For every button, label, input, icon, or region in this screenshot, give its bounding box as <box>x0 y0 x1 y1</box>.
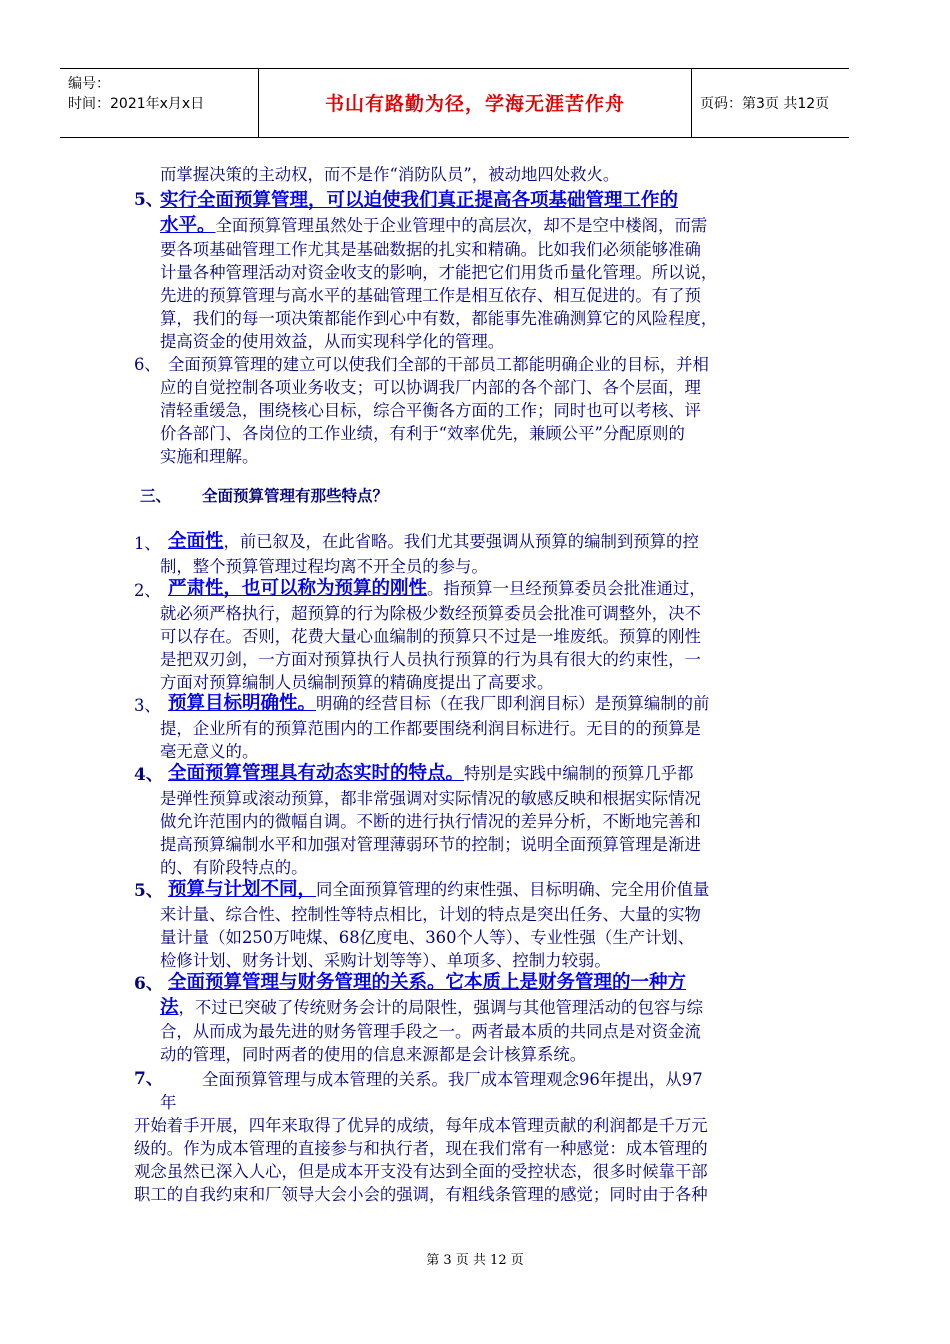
item-number: 3、 <box>134 696 161 715</box>
body-line <box>168 530 699 553</box>
body-line: 的、有阶段特点的。 <box>160 858 308 877</box>
body-line: 先进的预算管理与高水平的基础管理工作是相互依存、相互促进的。有了预 <box>160 286 701 305</box>
body-line: 实施和理解。 <box>160 447 259 466</box>
body-line: 是弹性预算或滚动预算，都非常强调对实际情况的敏感反映和根据实际情况 <box>160 789 701 808</box>
body-line: 可以存在。否则，花费大量心血编制的预算只不过是一堆废纸。预算的刚性 <box>160 627 701 646</box>
item-number: 5、 <box>134 190 163 210</box>
item-text: 全面预算管理虽然处于企业管理中的高层次，却不是空中楼阁，而需 <box>215 216 708 235</box>
header-page-cell <box>692 69 849 137</box>
header-page-label: 页码：第3页 共12页 <box>700 96 830 112</box>
body-line: 方面对预算编制人员编制预算的精确度提出了高要求。 <box>160 673 554 692</box>
item-text: 。指预算一旦经预算委员会批准通过， <box>427 579 706 598</box>
body-line: 提高资金的使用效益，从而实现科学化的管理。 <box>160 332 505 351</box>
body-line: 提，企业所有的预算范围内的工作都要围绕利润目标进行。无目的的预算是 <box>160 719 701 738</box>
body-line <box>168 692 709 715</box>
item-number: 6、 <box>134 355 161 374</box>
body-line <box>160 214 707 237</box>
item-text: 明确的经营目标（在我厂即利润目标）是预算编制的前 <box>316 694 710 713</box>
body-line: 职工的自我约束和厂领导大会小会的强调，有粗线条管理的感觉；同时由于各种 <box>134 1185 708 1204</box>
body-line <box>168 971 686 994</box>
section-title: 全面预算管理有那些特点？ <box>202 486 389 505</box>
body-line: 年 <box>160 1093 177 1112</box>
body-line: 要各项基础管理工作尤其是基础数据的扎实和精确。比如我们必须能够准确 <box>160 240 701 259</box>
body-line: 计量各种管理活动对资金收支的影响，才能把它们用货币量化管理。所以说， <box>160 263 718 282</box>
body-line: 价各部门、各岗位的工作业绩，有利于“效率优先，兼顾公平”分配原则的 <box>160 424 685 443</box>
doc-time-label: 时间：2021年x月x日 <box>68 96 205 112</box>
body-line: 来计量、综合性、控制性等特点相比，计划的特点是突出任务、大量的实物 <box>160 905 701 924</box>
body-line: 全面预算管理与成本管理的关系。我厂成本管理观念96年提出，从97 <box>202 1070 703 1089</box>
item-number: 2、 <box>134 581 161 600</box>
body-line: 清轻重缓急，围绕核心目标，综合平衡各方面的工作；同时也可以考核、评 <box>160 401 701 420</box>
body-line: 制，整个预算管理过程均离不开全员的参与。 <box>160 557 488 576</box>
body-line: 做允许范围内的微幅自调。不断的进行执行情况的差异分析，不断地完善和 <box>160 812 701 831</box>
body-line: 观念虽然已深入人心，但是成本开支没有达到全面的受控状态，很多时候靠干部 <box>134 1162 708 1181</box>
body-line: 提高预算编制水平和加强对管理薄弱环节的控制；说明全面预算管理是渐进 <box>160 835 701 854</box>
body-line: 开始着手开展，四年来取得了优异的成绩，每年成本管理贡献的利润都是千万元 <box>134 1116 708 1135</box>
body-line: 就必须严格执行，超预算的行为除极少数经预算委员会批准可调整外，决不 <box>160 604 701 623</box>
body-line: 级的。作为成本管理的直接参与和执行者，现在我们常有一种感觉：成本管理的 <box>134 1139 708 1158</box>
body-line <box>168 577 706 600</box>
page-footer: 第 3 页 共 12 页 <box>426 1253 524 1268</box>
item-heading: 水平。 <box>160 215 216 236</box>
item-number: 5、 <box>134 881 163 901</box>
header-motto-cell <box>259 69 692 137</box>
body-line: 全面预算管理的建立可以使我们全部的干部员工都能明确企业的目标，并相 <box>168 355 709 374</box>
body-line <box>168 878 709 901</box>
header-table <box>60 68 849 138</box>
body-line: 是把双刃剑，一方面对预算执行人员执行预算的行为具有很大的约束性，一 <box>160 650 701 669</box>
header-meta-cell <box>60 69 259 137</box>
section-number: 三、 <box>140 486 172 505</box>
item-text: 特别是实践中编制的预算几乎都 <box>464 764 694 783</box>
item-heading: 全面预算管理与财务管理的关系。它本质上是财务管理的一种方 <box>168 972 687 993</box>
item-heading: 严肃性，也可以称为预算的刚性 <box>168 578 428 599</box>
item-heading: 预算目标明确性。 <box>168 693 317 714</box>
item-text: 同全面预算管理的约束性强、目标明确、完全用价值量 <box>316 880 710 899</box>
body-line: 合，从而成为最先进的财务管理手段之一。两者最本质的共同点是对资金流 <box>160 1022 701 1041</box>
body-line <box>168 762 693 785</box>
item-heading: 法 <box>160 997 179 1018</box>
body-line: 算，我们的每一项决策都能作到心中有数，都能事先准确测算它的风险程度， <box>160 309 718 328</box>
body-line: 毫无意义的。 <box>160 742 259 761</box>
doc-code-label: 编号： <box>68 76 110 92</box>
item-text: ，不过已突破了传统财务会计的局限性，强调与其他管理活动的包容与综 <box>178 998 704 1017</box>
item-heading: 全面预算管理具有动态实时的特点。 <box>168 763 465 784</box>
body-line: 量计量（如250万吨煤、68亿度电、360个人等）、专业性强（生产计划、 <box>160 928 695 947</box>
item-number: 4、 <box>134 765 163 785</box>
item-number: 6、 <box>134 974 163 994</box>
body-line <box>160 996 703 1019</box>
header-motto: 书山有路勤为径，学海无涯苦作舟 <box>324 93 625 115</box>
item-heading: 全面性 <box>168 531 224 552</box>
item-text: ，前已叙及，在此省略。我们尤其要强调从预算的编制到预算的控 <box>223 532 699 551</box>
body-line: 动的管理，同时两者的使用的信息来源都是会计核算系统。 <box>160 1045 587 1064</box>
body-line: 检修计划、财务计划、采购计划等等）、单项多、控制力较弱。 <box>160 951 611 970</box>
item-number: 1、 <box>134 534 161 553</box>
item-heading: 预算与计划不同， <box>168 879 317 900</box>
item-number: 7、 <box>134 1069 163 1089</box>
body-line <box>160 189 678 212</box>
body-line: 而掌握决策的主动权，而不是作“消防队员”，被动地四处救火。 <box>160 165 620 184</box>
body-line: 应的自觉控制各项业务收支；可以协调我厂内部的各个部门、各个层面，理 <box>160 378 701 397</box>
item-heading: 实行全面预算管理，可以迫使我们真正提高各项基础管理工作的 <box>160 190 679 211</box>
